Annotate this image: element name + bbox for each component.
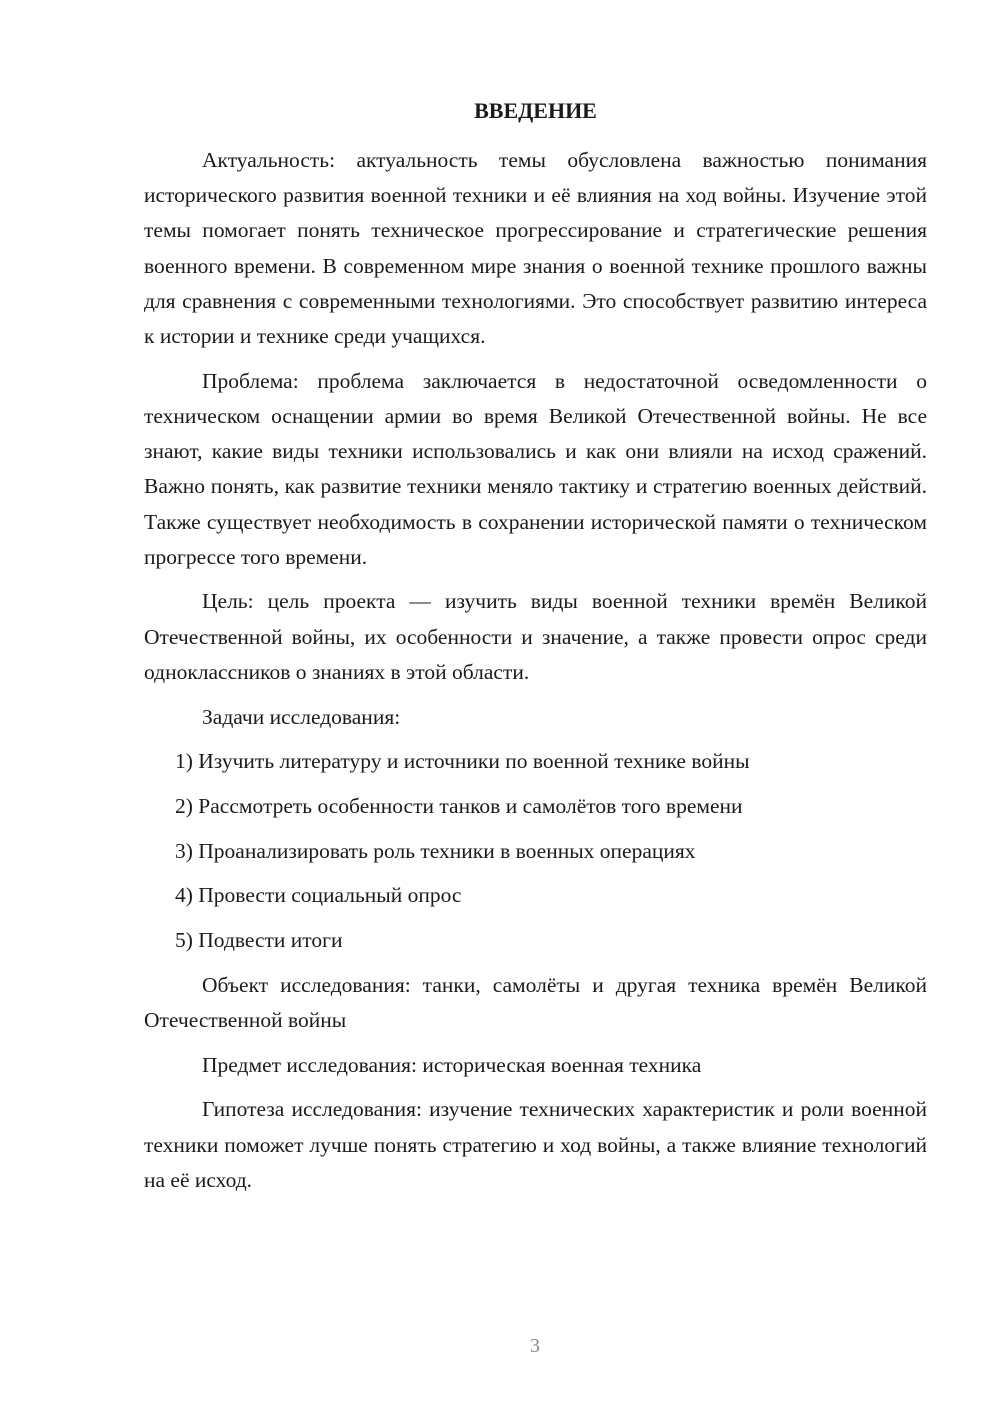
task-item: 2) Рассмотреть особенности танков и самолётов того времени (175, 793, 743, 818)
tasks-list (144, 744, 927, 958)
document-body (144, 143, 927, 1207)
paragraph-problem: Проблема: проблема заключается в недостаточной осведомленности о техническом оснащении армии во время Великой Отечественной войны. Не все знают, какие виды техники использовались и как они влияли на исход сражений. Важно понять, как развитие техники меняло тактику и стратегию военных действий. Также существует необходимость в сохранении исторической памяти о техническом прогрессе того времени. (144, 368, 927, 569)
task-item: 1) Изучить литературу и источники по военной технике войны (175, 749, 750, 774)
paragraph-relevance: Актуальность: актуальность темы обусловлена важностью понимания исторического развития военной техники и её влияния на ход войны. Изучение этой темы помогает понять техническое прогрессирование и стратегические решения военного времени. В современном мире знания о военной технике прошлого важны для сравнения с современными технологиями. Это способствует развитию интереса к истории и технике среди учащихся. (144, 148, 927, 349)
page-title: ВВЕДЕНИЕ (474, 98, 597, 123)
tasks-title: Задачи исследования: (202, 704, 401, 729)
page-number: 3 (530, 1335, 540, 1357)
task-item: 4) Провести социальный опрос (175, 883, 462, 908)
task-item: 3) Проанализировать роль техники в военных операциях (175, 838, 696, 863)
paragraph-object: Объект исследования: танки, самолёты и другая техника времён Великой Отечественной войны (144, 972, 927, 1032)
task-item: 5) Подвести итоги (175, 928, 343, 953)
paragraph-subject: Предмет исследования: историческая военная техника (202, 1052, 702, 1077)
paragraph-goal: Цель: цель проекта — изучить виды военной техники времён Великой Отечественной войны, их особенности и значение, а также провести опрос среди одноклассников о знаниях в этой области. (144, 589, 927, 684)
paragraph-hypothesis: Гипотеза исследования: изучение технических характеристик и роли военной техники поможет лучше понять стратегию и ход войны, а также влияние технологий на её исход. (144, 1097, 927, 1192)
